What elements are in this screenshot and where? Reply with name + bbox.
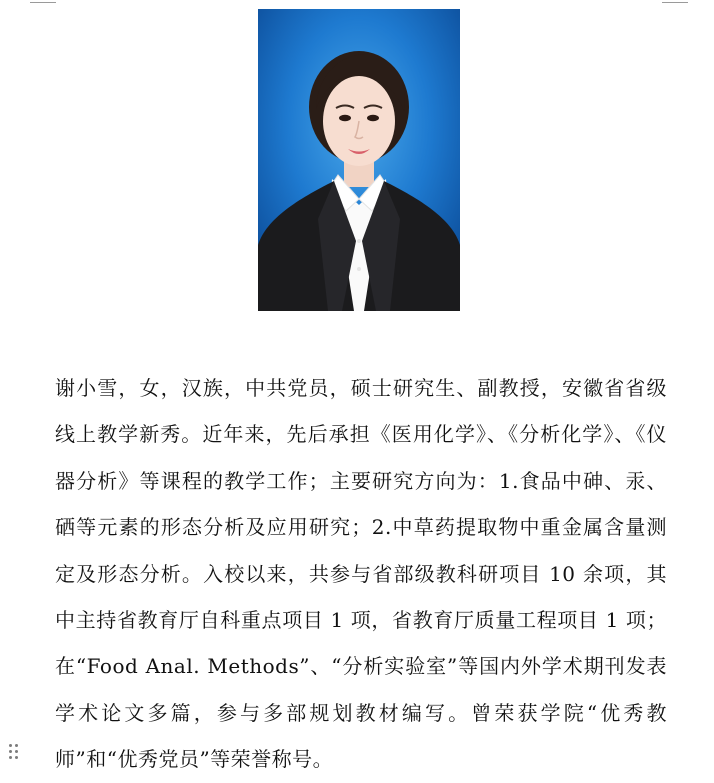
crop-mark-right — [662, 2, 688, 3]
crop-mark-left — [30, 2, 56, 3]
portrait-photo — [258, 9, 460, 311]
drag-handle-icon[interactable] — [9, 744, 21, 762]
biography-paragraph: 谢小雪，女，汉族，中共党员，硕士研究生、副教授，安徽省省级线上教学新秀。近年来，先后承担《医用化学》、《分析化学》、《仪器分析》等课程的教学工作；主要研究方向为：1.食品中砷、汞、硒等元素的形态分析及应用研究；2.中草药提取物中重金属含量测定及形态分析。入校以来，共参与省部级教科研项目 10 余项，其中主持省教育厅自科重点项目 1 项，省教育厅质量工程项目 1 项；在“Food Anal. Methods”、“分析实验室”等国内外学术期刊发表学术论文多篇，参与多部规划教材编写。曾荣获学院“优秀教师”和“优秀党员”等荣誉称号。 — [55, 376, 667, 772]
